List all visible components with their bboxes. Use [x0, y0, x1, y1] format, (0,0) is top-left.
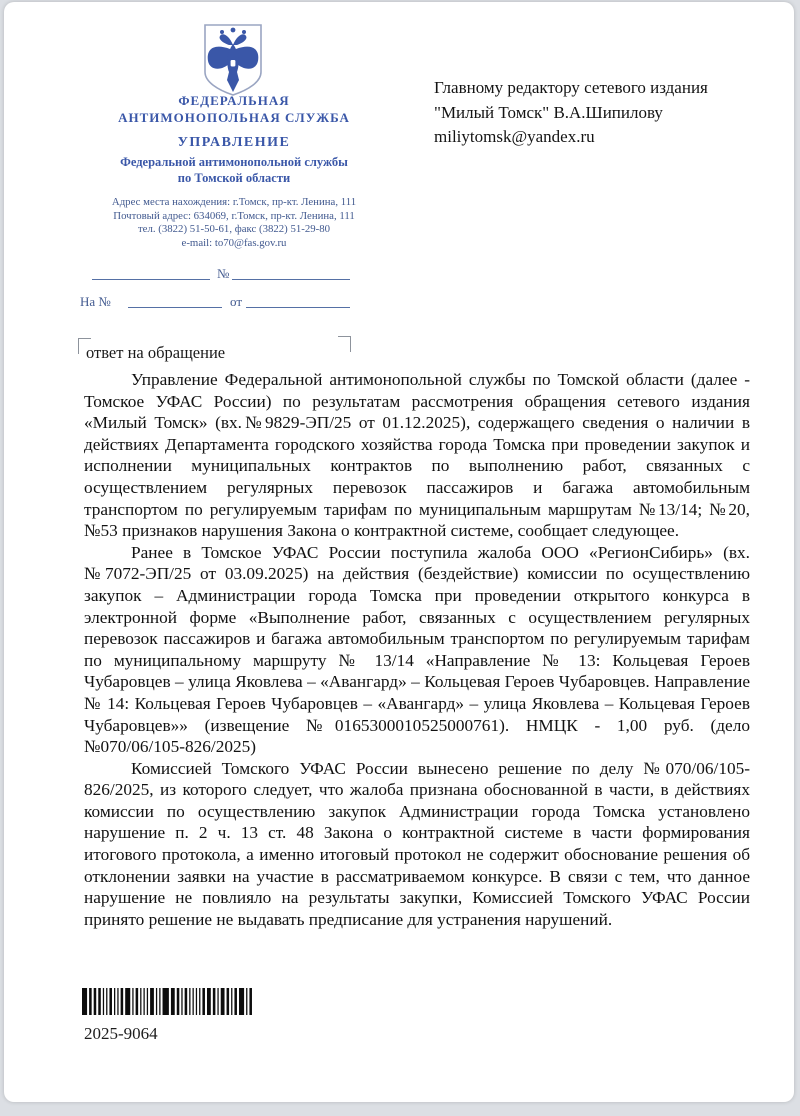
body-paragraph-1: Управление Федеральной антимонопольной службы по Томской области (далее - Томское УФАС России) по результатам рассмотрения обращения сетевого издания «Милый Томск» (вх.№9829-ЭП/25 от 01.12.2025), содержащего сведения о наличии в действиях Департамента городского хозяйства города Томска при проведении закупок и исполнении муниципальных контрактов по выполнению работ, связанных с осуществлением регулярных перевозок пассажиров и багажа автомобильным транспортом по регулируемым тарифам по муниципальным маршрутам №13/14; №20, №53 признаков нарушения Закона о контрактной системе, сообщает следующее.	[84, 370, 750, 541]
address-location: Адрес места нахождения: г.Томск, пр-кт. Ленина, 111	[111, 196, 357, 208]
recipient-name: "Милый Томск" В.А.Шипилову	[434, 102, 663, 122]
office-subtitle	[60, 154, 408, 186]
office-line2: Федеральной антимонопольной службы	[120, 155, 348, 169]
address-phone-fax: тел. (3822) 51-50-61, факс (3822) 51-29-80	[137, 223, 331, 235]
incoming-number-blank	[128, 295, 222, 308]
number-label: №	[217, 266, 230, 281]
barcode	[82, 988, 254, 1015]
from-label: от	[230, 294, 243, 309]
agency-line2: АНТИМОНОПОЛЬНАЯ СЛУЖБА	[118, 110, 350, 125]
incoming-date-blank	[246, 295, 350, 308]
address-block	[60, 196, 408, 250]
agency-name	[60, 92, 408, 126]
outgoing-number-blank	[232, 267, 350, 280]
subject-line: ответ на обращение	[86, 343, 226, 362]
recipient-block	[434, 76, 764, 150]
outgoing-date-blank	[92, 267, 210, 280]
subject-corner-right	[338, 336, 351, 352]
letter-page	[4, 2, 794, 1102]
recipient-title: Главному редактору сетевого издания	[434, 78, 708, 97]
in-reply-label: На №	[80, 294, 111, 309]
office-title: УПРАВЛЕНИЕ	[177, 135, 291, 150]
recipient-email: miliytomsk@yandex.ru	[434, 127, 595, 146]
agency-line1: ФЕДЕРАЛЬНАЯ	[178, 93, 290, 108]
body-paragraph-3: Комиссией Томского УФАС России вынесено решение по делу №070/06/105-826/2025, из которого следует, что жалоба признана обоснованной в части, в действиях комиссии по осуществлению закупок Администрации города Томска установлено нарушение п. 2 ч. 13 ст. 48 Закона о контрактной системе в части формирования итогового протокола, а именно итоговый протокол не содержит обоснование решения об отклонении заявки на участие в рассматриваемом конкурсе. В связи с тем, что данное нарушение не повлияло на результаты закупки, Комиссией Томского УФАС России принято решение не выдавать предписание для устранения нарушений.	[84, 758, 750, 929]
coat-of-arms-icon	[200, 22, 266, 98]
body-paragraph-2: Ранее в Томское УФАС России поступила жалоба ООО «РегионСибирь» (вх. №7072-ЭП/25 от 03.09.2025) на действия (бездействие) комиссии по осуществлению закупок – Администрации города Томска при проведении открытого конкурса в электронной форме «Выполнение работ, связанных с осуществлением регулярных перевозок пассажиров и багажа автомобильным транспортом по регулируемым тарифам по муниципальному маршруту № 13/14 «Направление № 13: Кольцевая Героев Чубаровцев – улица Яковлева – «Авангард» – Кольцевая Героев Чубаровцев. Направление № 14: Кольцевая Героев Чубаровцев – «Авангард» – улица Яковлева – Кольцевая Героев Чубаровцев»» (извещение №0165300010525000761). НМЦК - 1,00 руб. (дело №070/06/105-826/2025)	[84, 542, 750, 757]
office-line3: по Томской области	[177, 171, 291, 185]
address-postal: Почтовый адрес: 634069, г.Томск, пр-кт. Ленина, 111	[113, 209, 355, 222]
document-number: 2025-9064	[84, 1024, 158, 1043]
address-email: e-mail: to70@fas.gov.ru	[181, 236, 287, 249]
letter-body	[84, 369, 750, 930]
breast-shield	[231, 60, 236, 67]
